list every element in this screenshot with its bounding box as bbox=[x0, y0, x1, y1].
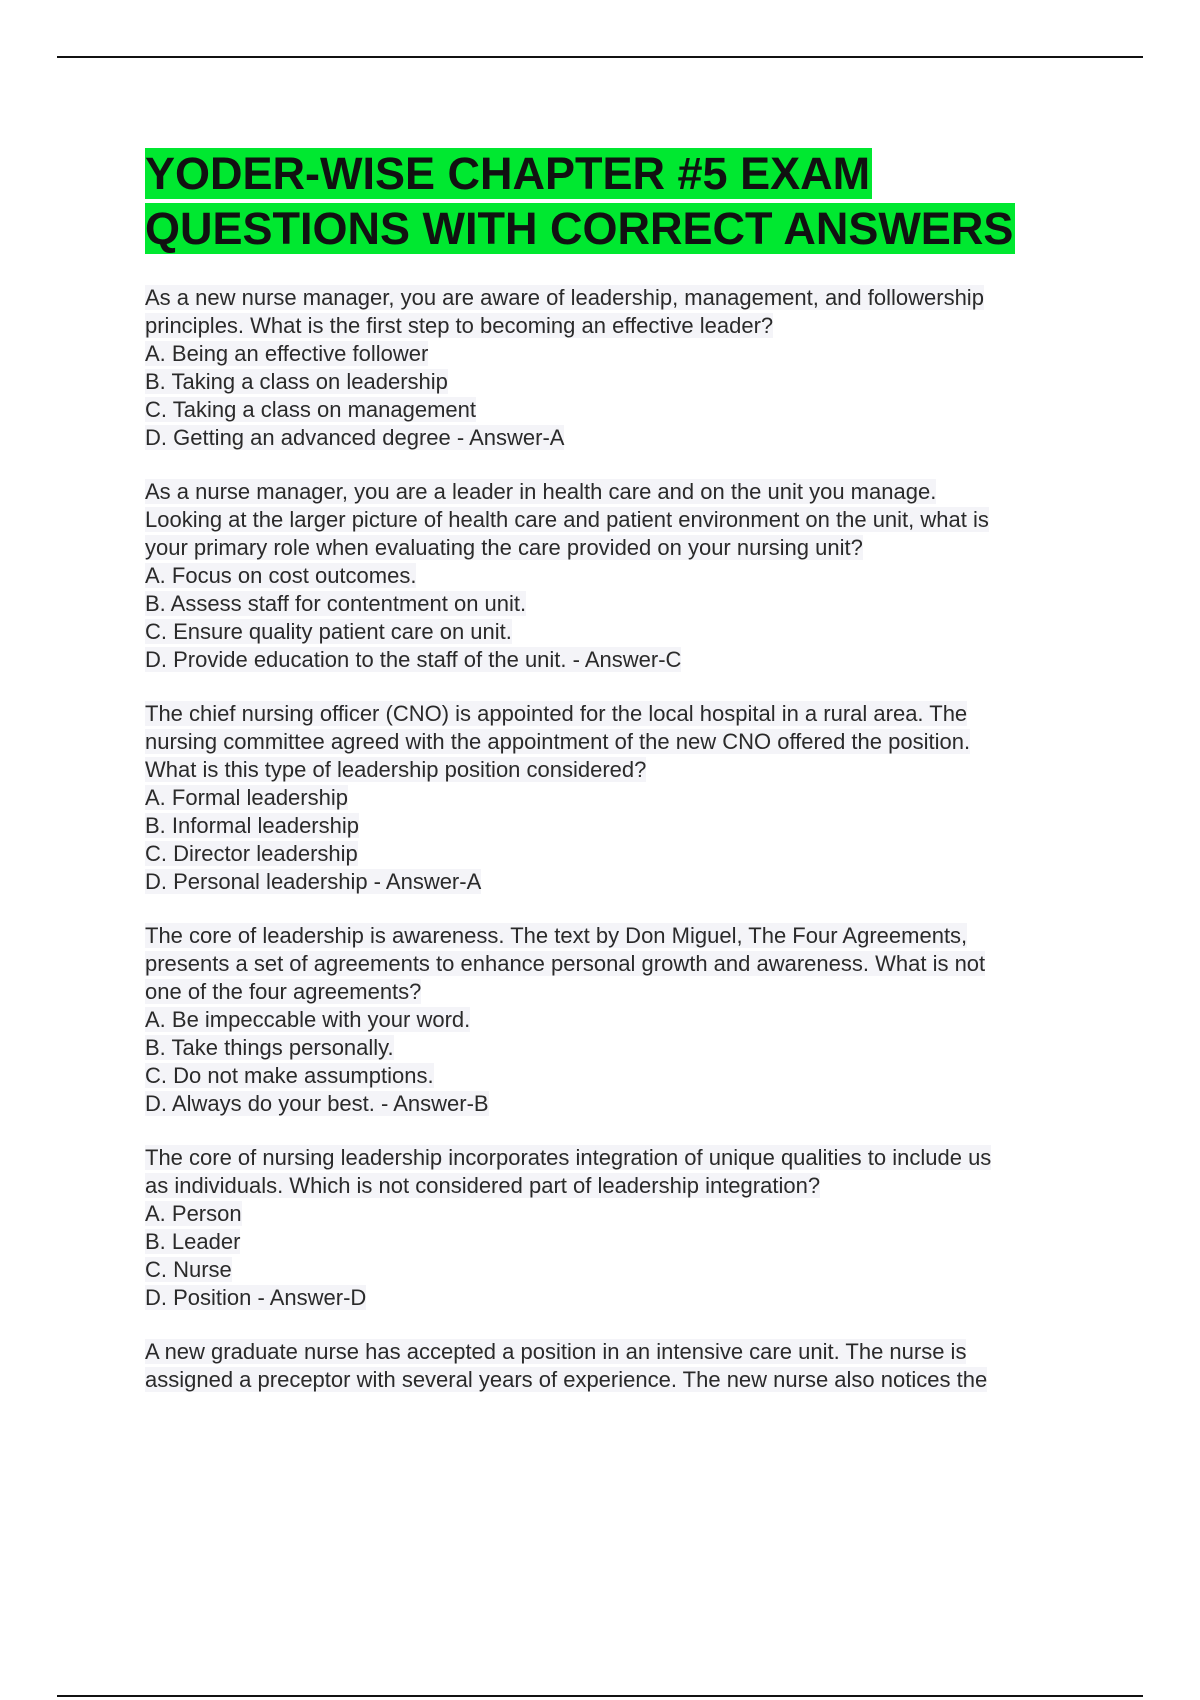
title-line-1: YODER-WISE CHAPTER #5 EXAM bbox=[145, 148, 871, 199]
question-stem-line: presents a set of agreements to enhance personal growth and awareness. What is not bbox=[145, 951, 986, 976]
question-stem-line: one of the four agreements? bbox=[145, 979, 422, 1004]
question-stem-line: assigned a preceptor with several years of experience. The new nurse also notices the bbox=[145, 1367, 988, 1392]
answer-option: C. Nurse bbox=[145, 1257, 232, 1282]
answer-option-with-key: D. Getting an advanced degree - Answer-A bbox=[145, 425, 565, 450]
question-stem-line: The core of leadership is awareness. The text by Don Miguel, The Four Agreements, bbox=[145, 923, 968, 948]
answer-option: C. Do not make assumptions. bbox=[145, 1063, 434, 1088]
question-stem-line: As a nurse manager, you are a leader in health care and on the unit you manage. bbox=[145, 479, 937, 504]
question-stem-line: Looking at the larger picture of health care and patient environment on the unit, what is bbox=[145, 507, 989, 532]
question-stem-line: What is this type of leadership position considered? bbox=[145, 757, 647, 782]
answer-option-with-key: D. Provide education to the staff of the unit. - Answer-C bbox=[145, 647, 682, 672]
answer-option: C. Ensure quality patient care on unit. bbox=[145, 619, 512, 644]
answer-option: A. Formal leadership bbox=[145, 785, 348, 810]
answer-option-with-key: D. Position - Answer-D bbox=[145, 1285, 367, 1310]
answer-option: A. Be impeccable with your word. bbox=[145, 1007, 471, 1032]
answer-option: B. Informal leadership bbox=[145, 813, 359, 838]
question-stem-line: as individuals. Which is not considered part of leadership integration? bbox=[145, 1173, 821, 1198]
bottom-rule bbox=[57, 1695, 1143, 1697]
answer-option: A. Being an effective follower bbox=[145, 341, 429, 366]
answer-option: C. Taking a class on management bbox=[145, 397, 476, 422]
answer-option: B. Assess staff for contentment on unit. bbox=[145, 591, 527, 616]
answer-option: C. Director leadership bbox=[145, 841, 358, 866]
document-title bbox=[145, 146, 1105, 256]
question-stem-line: nursing committee agreed with the appointment of the new CNO offered the position. bbox=[145, 729, 971, 754]
answer-option: B. Take things personally. bbox=[145, 1035, 394, 1060]
question-stem-line: principles. What is the first step to becoming an effective leader? bbox=[145, 313, 774, 338]
answer-option: A. Focus on cost outcomes. bbox=[145, 563, 417, 588]
question-2 bbox=[145, 478, 1085, 674]
answer-option: A. Person bbox=[145, 1201, 242, 1226]
question-6 bbox=[145, 1338, 1085, 1394]
question-5 bbox=[145, 1144, 1085, 1312]
question-1 bbox=[145, 284, 1085, 452]
answer-option: B. Leader bbox=[145, 1229, 241, 1254]
answer-option-with-key: D. Personal leadership - Answer-A bbox=[145, 869, 482, 894]
answer-option-with-key: D. Always do your best. - Answer-B bbox=[145, 1091, 489, 1116]
question-stem-line: The core of nursing leadership incorporates integration of unique qualities to include us bbox=[145, 1145, 992, 1170]
question-list bbox=[145, 284, 1085, 1420]
question-4 bbox=[145, 922, 1085, 1118]
question-stem-line: A new graduate nurse has accepted a position in an intensive care unit. The nurse is bbox=[145, 1339, 967, 1364]
title-line-2: QUESTIONS WITH CORRECT ANSWERS bbox=[145, 203, 1014, 254]
question-stem-line: As a new nurse manager, you are aware of leadership, management, and followership bbox=[145, 285, 984, 310]
answer-option: B. Taking a class on leadership bbox=[145, 369, 448, 394]
question-stem-line: your primary role when evaluating the care provided on your nursing unit? bbox=[145, 535, 863, 560]
question-stem-line: The chief nursing officer (CNO) is appointed for the local hospital in a rural area. The bbox=[145, 701, 968, 726]
question-3 bbox=[145, 700, 1085, 896]
top-rule bbox=[57, 56, 1143, 58]
